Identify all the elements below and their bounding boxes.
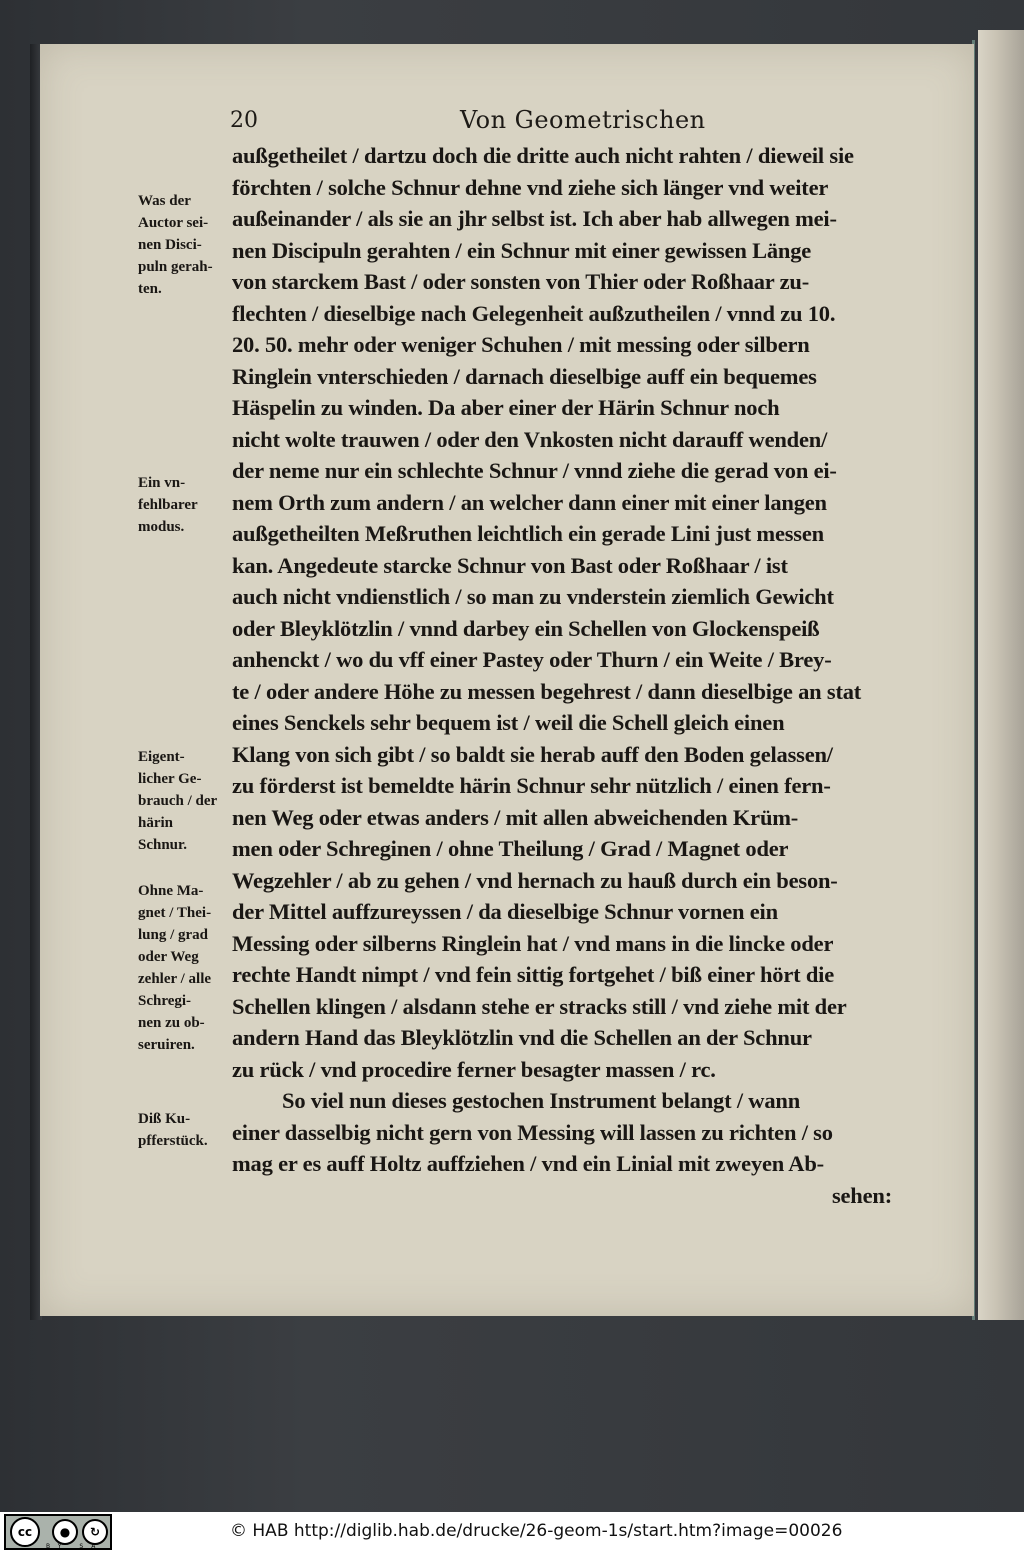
margin-note-line: brauch / der: [138, 793, 218, 809]
running-head: Von Geometrischen: [460, 106, 706, 134]
text-line: Häspelin zu winden. Da aber einer der Härin Schnur noch: [232, 395, 780, 420]
margin-note-line: Ein vn-: [138, 475, 186, 491]
text-line: zu rück / vnd procedire ferner besagter massen / rc.: [232, 1056, 716, 1082]
text-line: der Mittel auffzureyssen / da dieselbige Schnur vornen ein: [232, 899, 778, 924]
text-line: Messing oder silberns Ringlein hat / vnd mans in die lincke oder: [232, 930, 834, 956]
text-line: der neme nur ein schlechte Schnur / vnnd ziehe die gerad von ei-: [232, 458, 837, 483]
margin-note-line: härin: [138, 815, 174, 831]
credit-link[interactable]: © HAB http://diglib.hab.de/drucke/26-geom-1s/start.htm?image=00026: [230, 1521, 843, 1541]
margin-note-line: puln gerah-: [138, 259, 213, 275]
margin-note-line: oder Weg: [138, 949, 199, 965]
page-edge: [978, 30, 1024, 1320]
margin-note-line: Auctor sei-: [138, 215, 209, 231]
page-header: [40, 104, 974, 144]
text-line: 20. 50. mehr oder weniger Schuhen / mit messing oder silbern: [232, 332, 810, 357]
text-line: flechten / dieselbige nach Gelegenheit außzutheilen / vnnd zu 10.: [232, 300, 836, 326]
page-number: 20: [230, 108, 258, 133]
cc-labels: BY SA: [46, 1543, 104, 1550]
margin-note-line: Eigent-: [138, 749, 185, 765]
text-line: rechte Handt nimpt / vnd fein sittig fortgehet / biß einer hört die: [232, 962, 834, 987]
text-line: mag er es auff Holtz auffziehen / vnd ein Linial mit zweyen Ab-: [232, 1151, 824, 1176]
margin-note-line: modus.: [138, 519, 185, 535]
margin-note: [138, 472, 238, 538]
margin-note-line: zehler / alle: [138, 971, 212, 987]
text-line: eines Senckels sehr bequem ist / weil die Schell gleich einen: [232, 710, 785, 735]
share-alike-icon: ↻: [82, 1519, 108, 1545]
margin-note-line: Schregi-: [138, 993, 192, 1009]
text-line: anhenckt / wo du vff einer Pastey oder Thurn / ein Weite / Brey-: [232, 647, 832, 672]
text-line: außeinander / als sie an jhr selbst ist. Ich aber hab allwegen mei-: [232, 206, 837, 231]
margin-note-line: Ohne Ma-: [138, 883, 204, 899]
footer-bar: [0, 1512, 1024, 1552]
text-line: nen Weg oder etwas anders / mit allen abweichenden Krüm-: [232, 804, 799, 830]
margin-note-line: seruiren.: [138, 1037, 195, 1053]
attribution-person-icon: ●: [52, 1519, 78, 1545]
margin-note: [138, 190, 238, 300]
text-line: förchten / solche Schnur dehne vnd ziehe sich länger vnd weiter: [232, 174, 829, 200]
text-line: außgetheilet / dartzu doch die dritte auch nicht rahten / dieweil sie: [232, 143, 854, 168]
text-line: außgetheilten Meßruthen leichtlich ein gerade Lini just messen: [232, 521, 824, 546]
cc-license-badge[interactable]: [4, 1514, 112, 1550]
body-text: [232, 140, 892, 1211]
text-line: von starckem Bast / oder sonsten von Thier oder Roßhaar zu-: [232, 269, 810, 294]
text-line: men oder Schreginen / ohne Theilung / Grad / Magnet oder: [232, 836, 789, 861]
text-line: auch nicht vndienstlich / so man zu vnderstein ziemlich Gewicht: [232, 584, 834, 609]
margin-note-line: lung / grad: [138, 927, 209, 943]
margin-note-line: Was der: [138, 193, 191, 209]
margin-note-line: nen zu ob-: [138, 1015, 205, 1031]
cc-icon: cc: [10, 1517, 40, 1547]
text-line: So viel nun dieses gestochen Instrument belangt / wann: [282, 1088, 801, 1113]
margin-note-line: ten.: [138, 281, 162, 297]
catchword: sehen:: [831, 1182, 892, 1208]
text-line: nicht wolte trauwen / oder den Vnkosten nicht darauff wenden/: [232, 426, 828, 452]
text-line: nem Orth zum andern / an welcher dann einer mit einer langen: [232, 489, 827, 515]
text-line: oder Bleyklötzlin / vnnd darbey ein Schellen von Glockenspeiß: [232, 615, 820, 641]
text-line: Wegzehler / ab zu gehen / vnd hernach zu hauß durch ein beson-: [232, 867, 838, 893]
margin-note-line: nen Disci-: [138, 237, 202, 253]
margin-note-line: gnet / Thei-: [138, 905, 212, 921]
text-line: andern Hand das Bleyklötzlin vnd die Schellen an der Schnur: [232, 1025, 812, 1050]
book-page: [40, 44, 974, 1316]
margin-note-line: licher Ge-: [138, 771, 202, 787]
margin-note: [138, 880, 238, 1056]
margin-note-line: Diß Ku-: [138, 1111, 191, 1127]
text-line: Klang von sich gibt / so baldt sie herab auff den Boden gelassen/: [232, 741, 833, 767]
text-line: Ringlein vnterschieden / darnach dieselbige auff ein bequemes: [232, 363, 817, 389]
margin-note: [138, 746, 238, 856]
margin-note: [138, 1108, 238, 1152]
text-line: einer dasselbig nicht gern von Messing will lassen zu richten / so: [232, 1119, 833, 1145]
text-line: te / oder andere Höhe zu messen begehrest / dann dieselbige an stat: [232, 678, 862, 704]
margin-note-line: pfferstück.: [138, 1133, 208, 1149]
text-line: kan. Angedeute starcke Schnur von Bast oder Roßhaar / ist: [232, 552, 788, 578]
text-line: nen Discipuln gerahten / ein Schnur mit einer gewissen Länge: [232, 237, 812, 263]
margin-note-line: Schnur.: [138, 837, 188, 853]
text-line: Schellen klingen / alsdann stehe er stracks still / vnd ziehe mit der: [232, 993, 847, 1019]
margin-note-line: fehlbarer: [138, 497, 198, 513]
text-line: zu förderst ist bemeldte härin Schnur sehr nützlich / einen fern-: [232, 773, 831, 798]
